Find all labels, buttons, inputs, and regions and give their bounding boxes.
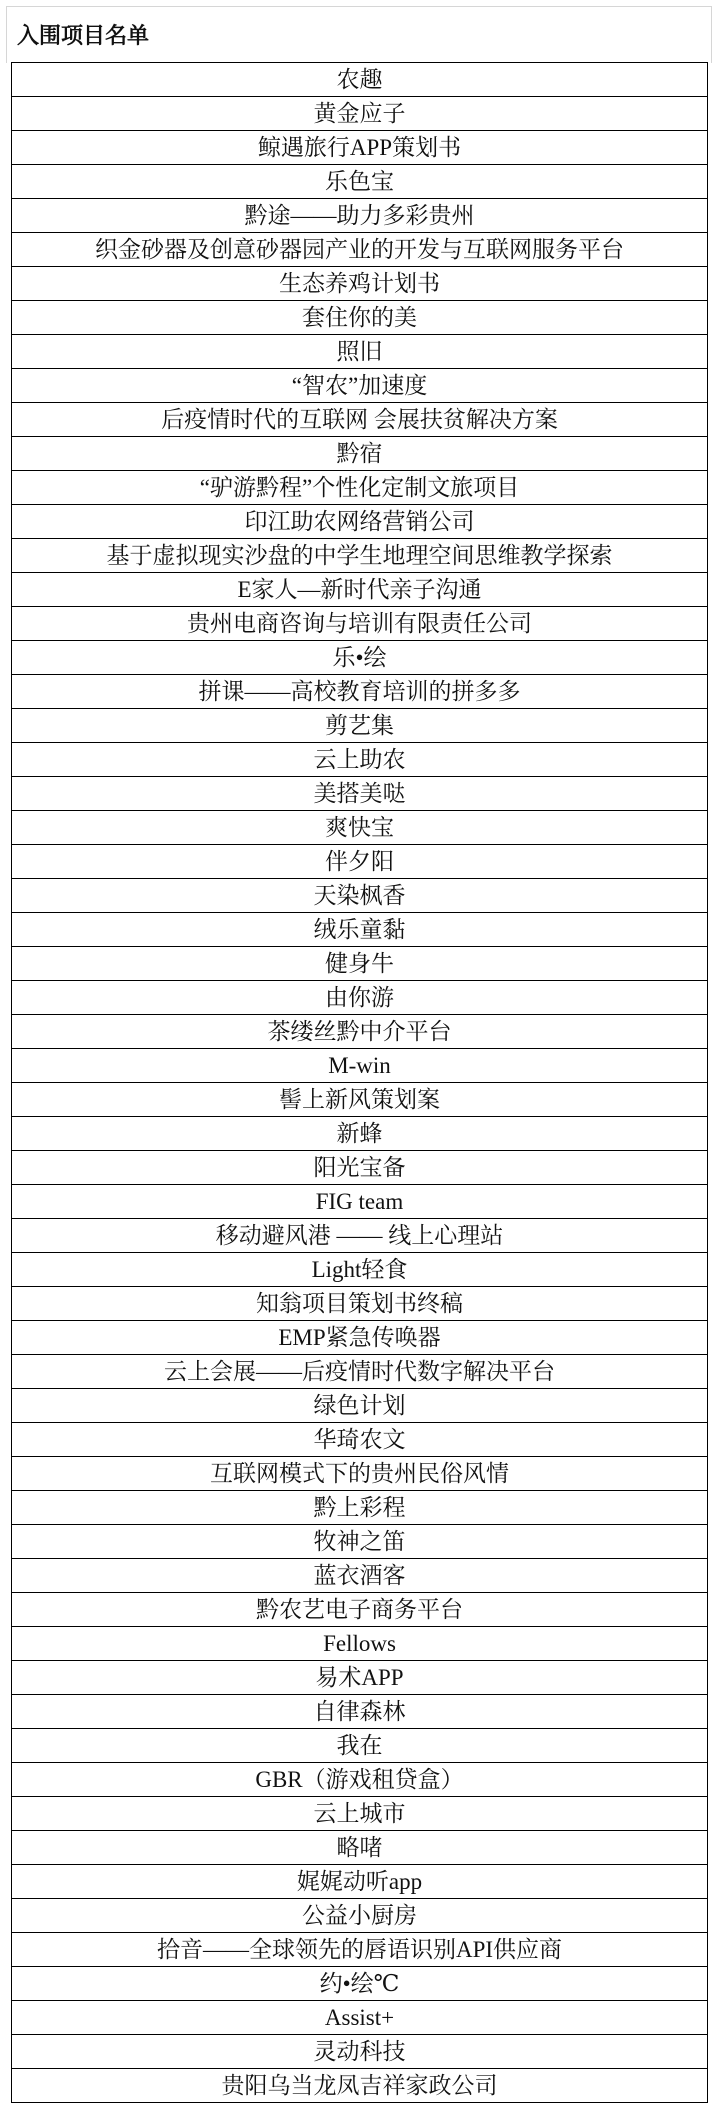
table-row — [12, 1015, 708, 1049]
table-row — [12, 879, 708, 913]
table-row — [12, 2001, 708, 2035]
project-table — [11, 62, 708, 2103]
table-row — [12, 1049, 708, 1083]
table-row — [12, 505, 708, 539]
table-row — [12, 1287, 708, 1321]
table-row — [12, 2069, 708, 2103]
project-name-cell: 牧神之笛 — [12, 1525, 708, 1559]
project-name-cell: 拼课——高校教育培训的拼多多 — [12, 675, 708, 709]
project-name-cell: GBR（游戏租贷盒） — [12, 1763, 708, 1797]
table-row — [12, 199, 708, 233]
project-name-cell: “驴游黔程”个性化定制文旅项目 — [12, 471, 708, 505]
table-row — [12, 437, 708, 471]
table-row — [12, 1899, 708, 1933]
table-row — [12, 913, 708, 947]
table-row — [12, 1967, 708, 2001]
table-row — [12, 539, 708, 573]
table-row — [12, 743, 708, 777]
page-title: 入围项目名单 — [17, 23, 150, 48]
project-name-cell: 云上会展——后疫情时代数字解决平台 — [12, 1355, 708, 1389]
project-name-cell: “智农”加速度 — [12, 369, 708, 403]
table-row — [12, 1559, 708, 1593]
table-row — [12, 131, 708, 165]
project-name-cell: 略啫 — [12, 1831, 708, 1865]
project-name-cell: 印江助农网络营销公司 — [12, 505, 708, 539]
project-name-cell: 黔途——助力多彩贵州 — [12, 199, 708, 233]
project-name-cell: 知翁项目策划书终稿 — [12, 1287, 708, 1321]
project-name-cell: 由你游 — [12, 981, 708, 1015]
project-name-cell: 新蜂 — [12, 1117, 708, 1151]
project-name-cell: 云上助农 — [12, 743, 708, 777]
table-row — [12, 845, 708, 879]
table-row — [12, 369, 708, 403]
project-name-cell: E家人—新时代亲子沟通 — [12, 573, 708, 607]
project-name-cell: 髻上新风策划案 — [12, 1083, 708, 1117]
table-row — [12, 2035, 708, 2069]
project-name-cell: 阳光宝备 — [12, 1151, 708, 1185]
table-row — [12, 947, 708, 981]
table-row — [12, 607, 708, 641]
project-name-cell: FIG team — [12, 1185, 708, 1219]
project-name-cell: 灵动科技 — [12, 2035, 708, 2069]
table-row — [12, 63, 708, 97]
table-row — [12, 573, 708, 607]
project-name-cell: 绒乐童黏 — [12, 913, 708, 947]
table-row — [12, 1763, 708, 1797]
project-name-cell: 绿色计划 — [12, 1389, 708, 1423]
project-name-cell: 娓娓动听app — [12, 1865, 708, 1899]
project-name-cell: 互联网模式下的贵州民俗风情 — [12, 1457, 708, 1491]
table-row — [12, 335, 708, 369]
project-name-cell: 黄金应子 — [12, 97, 708, 131]
table-row — [12, 403, 708, 437]
table-row — [12, 1117, 708, 1151]
table-row — [12, 471, 708, 505]
project-name-cell: 公益小厨房 — [12, 1899, 708, 1933]
project-name-cell: 黔农艺电子商务平台 — [12, 1593, 708, 1627]
project-name-cell: 织金砂器及创意砂器园产业的开发与互联网服务平台 — [12, 233, 708, 267]
table-row — [12, 981, 708, 1015]
table-row — [12, 1865, 708, 1899]
table-row — [12, 1185, 708, 1219]
project-name-cell: 美搭美哒 — [12, 777, 708, 811]
project-name-cell: 华琦农文 — [12, 1423, 708, 1457]
table-row — [12, 1321, 708, 1355]
table-row — [12, 1355, 708, 1389]
project-name-cell: 我在 — [12, 1729, 708, 1763]
project-name-cell: 剪艺集 — [12, 709, 708, 743]
table-row — [12, 1525, 708, 1559]
table-row — [12, 1831, 708, 1865]
project-name-cell: 照旧 — [12, 335, 708, 369]
table-row — [12, 777, 708, 811]
project-name-cell: 健身牛 — [12, 947, 708, 981]
table-row — [12, 1423, 708, 1457]
project-name-cell: 爽快宝 — [12, 811, 708, 845]
project-name-cell: 蓝衣酒客 — [12, 1559, 708, 1593]
table-row — [12, 1627, 708, 1661]
table-row — [12, 675, 708, 709]
project-name-cell: 贵阳乌当龙凤吉祥家政公司 — [12, 2069, 708, 2103]
project-name-cell: 贵州电商咨询与培训有限责任公司 — [12, 607, 708, 641]
table-row — [12, 233, 708, 267]
table-row — [12, 1083, 708, 1117]
table-row — [12, 1457, 708, 1491]
project-name-cell: 乐•绘 — [12, 641, 708, 675]
table-row — [12, 1729, 708, 1763]
project-name-cell: 乐色宝 — [12, 165, 708, 199]
project-name-cell: 套住你的美 — [12, 301, 708, 335]
project-name-cell: 云上城市 — [12, 1797, 708, 1831]
project-name-cell: 鲸遇旅行APP策划书 — [12, 131, 708, 165]
table-row — [12, 267, 708, 301]
table-row — [12, 1661, 708, 1695]
project-name-cell: EMP紧急传唤器 — [12, 1321, 708, 1355]
title-cell — [6, 6, 712, 63]
project-name-cell: 黔上彩程 — [12, 1491, 708, 1525]
project-name-cell: 后疫情时代的互联网 会展扶贫解决方案 — [12, 403, 708, 437]
table-row — [12, 165, 708, 199]
table-row — [12, 1219, 708, 1253]
project-name-cell: 天染枫香 — [12, 879, 708, 913]
project-name-cell: 基于虚拟现实沙盘的中学生地理空间思维教学探索 — [12, 539, 708, 573]
table-row — [12, 97, 708, 131]
project-name-cell: Assist+ — [12, 2001, 708, 2035]
table-row — [12, 1389, 708, 1423]
project-name-cell: 生态养鸡计划书 — [12, 267, 708, 301]
table-row — [12, 1593, 708, 1627]
table-row — [12, 641, 708, 675]
table-row — [12, 1253, 708, 1287]
project-name-cell: 约•绘℃ — [12, 1967, 708, 2001]
table-row — [12, 1933, 708, 1967]
project-name-cell: 移动避风港 —— 线上心理站 — [12, 1219, 708, 1253]
project-name-cell: 拾音——全球领先的唇语识别API供应商 — [12, 1933, 708, 1967]
table-row — [12, 1797, 708, 1831]
table-row — [12, 709, 708, 743]
project-name-cell: 茶缕丝黔中介平台 — [12, 1015, 708, 1049]
project-name-cell: 伴夕阳 — [12, 845, 708, 879]
table-row — [12, 1151, 708, 1185]
project-name-cell: M-win — [12, 1049, 708, 1083]
table-row — [12, 301, 708, 335]
project-name-cell: 易术APP — [12, 1661, 708, 1695]
project-name-cell: Light轻食 — [12, 1253, 708, 1287]
table-row — [12, 1695, 708, 1729]
table-row — [12, 1491, 708, 1525]
project-name-cell: 黔宿 — [12, 437, 708, 471]
table-row — [12, 811, 708, 845]
project-name-cell: 农趣 — [12, 63, 708, 97]
project-name-cell: Fellows — [12, 1627, 708, 1661]
project-name-cell: 自律森林 — [12, 1695, 708, 1729]
